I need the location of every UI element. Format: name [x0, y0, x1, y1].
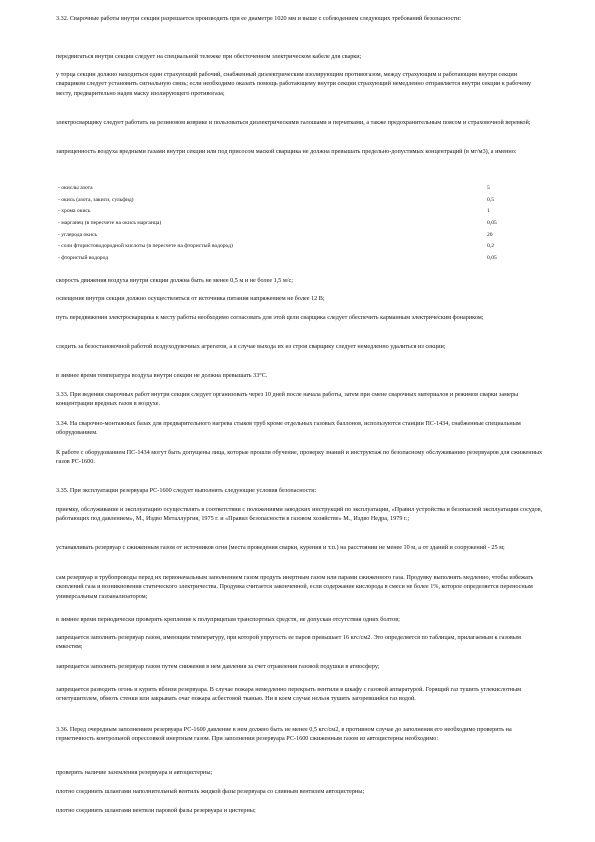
concentration-label: - окись (азота, закиси, сульфид): [58, 197, 134, 203]
paragraph-fire: запрещается разводить огонь и курить вблизи резервуара. В случае пожара немедленно перекрыть вентили в шкафу с газовой аппаратурой. Горящий газ тушить углекислотным огнетушителем, обмоть стенки или закрывать очаг пожара асбестовой тканью. Ни в коем случае нельзя тушить загоревшийся газ водой.: [56, 686, 522, 703]
concentration-item: [58, 183, 548, 193]
concentration-item: [58, 195, 548, 205]
paragraph-vapor-phase: плотно соединить шлангами вентили паровой фазы резервуара и цистерны;: [56, 807, 256, 814]
paragraph-3-34: 3.34. На сварочно-монтажных базах для предварительного нагрева стыков труб кроме отдельных газовых баллонов, используются станции ПС-1434, снабженные специальным оборудованием.: [56, 420, 521, 437]
paragraph-lighting: освещение внутри секции должно осуществляться от источника питания напряжением не более 12 В;: [56, 295, 325, 302]
paragraph-ps-1434-staff: К работе с оборудованием ПС-1434 могут быть допущены лица, которые прошли обучение, проверку знаний и инструктаж по безопасному обслуживанию резервуаров для сжиженных газов РС-1600.: [56, 449, 543, 466]
concentration-label: - марганец (в пересчете на окись марганца): [58, 220, 162, 226]
paragraph-grounding: проверить наличие заземления резервуара и автоцистерны;: [56, 769, 213, 776]
concentration-label: - соли фтористоводородной кислоты (в пересчете на фтористый водород): [58, 243, 233, 249]
paragraph-purge: сам резервуар и трубопроводы перед их первоначальным заполнением газом продуть инертным газом или парами сжиженного газа. Продувку выполнять медленно, чтобы избежать скоплений газа и возникновения статического электричества. Продувка считается законченной, если содержание кислорода в смеси не более 1%, которое определяется переносным универсальным газоанализатором;: [56, 574, 534, 600]
paragraph-winter-check: в зимнее время периодически проверять крепление к полуприцепам транспортных средств, не допуская отсутствия одних болтов;: [56, 616, 400, 623]
paragraph-winter-temp: в зимнее время температура воздуха внутри секции не должна превышать 33°С.: [56, 372, 268, 379]
paragraph-rubber-mat: электросварщику следует работать на резиновом коврике и пользоваться диэлектрическими галошами и перчатками, а также предохранительным поясом и страховочной веревкой;: [56, 119, 531, 126]
concentration-label: - углерода окись: [58, 232, 98, 238]
paragraph-fill-temp: запрещается заполнять резервуар газом, имеющим температуру, при которой упругость ее паров превышает 16 кгс/см2. Это определяется по таблицам, прилагаемым к газовым емкостям;: [56, 634, 521, 651]
concentration-label: - фтористый водород: [58, 255, 109, 261]
concentration-value: 0,05: [487, 255, 497, 261]
concentration-value: 1: [487, 208, 490, 214]
paragraph-distance: устанавливать резервуар с сжиженным газом от источников огня (места проведения сварки, курения и т.п.) на расстоянии не менее 10 м, а от зданий и сооружений - 25 м;: [56, 544, 505, 551]
paragraph-trolley: передвигаться внутри секции следует на специальной тележке при обесточенном электрическом кабеле для сварки;: [56, 53, 362, 60]
concentration-item: [58, 206, 548, 216]
concentration-value: 5: [487, 185, 490, 191]
concentration-item: [58, 218, 548, 228]
paragraph-3-35: 3.35. При эксплуатации резервуара РС-1600 следует выполнять следующие условия безопасности:: [56, 487, 317, 494]
paragraph-3-33: 3.33. При ведении сварочных работ внутри секции следует организовать через 10 дней после начала работы, затем при смене сварочных материалов и режимов сварки замеры концентрации вредных газов в воздухе.: [56, 391, 518, 408]
concentration-item: [58, 241, 548, 251]
paragraph-gas-limits: запрещенность воздуха вредными газами внутри секции или под присосом маской сварщика не должна превышать предельно-допустимых концентраций (в мг/м3), а именно:: [56, 148, 517, 155]
concentration-item: [58, 230, 548, 240]
concentration-value: 0,5: [487, 197, 494, 203]
concentration-value: 20: [487, 232, 493, 238]
paragraph-blowers: следить за безостановочной работой воздуходувочных агрегатов, а в случае выхода их из строя сварщику следует немедленно удалиться из секции;: [56, 343, 446, 350]
concentration-item: [58, 253, 548, 263]
concentration-label: - хрома окись: [58, 208, 91, 214]
paragraph-safety-worker: у торца секции должно находиться один страхующий рабочий, снабженный диэлектрическим изолирующим противогазом, между страхующим и работающим внутри секции сварщиком следует установить сигнальную связь; если необходимо оказать помощь работающему внутри секции страхующий немедленно отправляется внутри секции к рабочему месту, предварительно надев маску изолирующего противогаза;: [56, 71, 532, 97]
paragraph-acceptance: приемку, обслуживание и эксплуатацию осуществлять в соответствии с положениями заводских инструкций по эксплуатации, «Правил устройства и безопасной эксплуатации сосудов, работающих под давлением», М., Издво Металлургия, 1975 г. и «Правил безопасности в газовом хозяйстве» М., Издво Недра, 1979 г.;: [56, 506, 543, 523]
paragraph-3-32: 3.32. Сварочные работы внутри секции разрешается производить при ее диаметре 1020 мм и выше с соблюдением следующих требований безопасности:: [56, 15, 462, 22]
concentration-label: - окислы азота: [58, 185, 93, 191]
paragraph-welder-path: путь передвижения электросварщика к месту работы необходимо согласовать для этой цели сварщика следует обеспечить карманным электрическим фонариком;: [56, 314, 484, 321]
paragraph-3-36: 3.36. Перед очередным заполнением резервуара РС-1600 давление в нем должно быть не менее 0,5 кгс/см2, в противном случае до заполнения его необходимо проверить на герметичность контрольной опрессовкой инертным газом. При заполнении резервуара РС-1600 сжиженным газом из автоцистерны необходимо:: [56, 726, 512, 743]
concentration-value: 0,2: [487, 243, 494, 249]
concentration-value: 0,05: [487, 220, 497, 226]
paragraph-fill-pressure: запрещается заполнять резервуар газом путем снижения в нем давления за счет отравления газовой подушки в атмосферу;: [56, 663, 380, 670]
paragraph-liquid-phase: плотно соединить шлангами наполнительный вентиль жидкой фазы резервуара со сливным вентилем автоцистерны;: [56, 788, 365, 795]
paragraph-air-speed: скорость движения воздуха внутри секции должна быть не менее 0,5 м и не более 1,5 м/с;: [56, 277, 293, 284]
